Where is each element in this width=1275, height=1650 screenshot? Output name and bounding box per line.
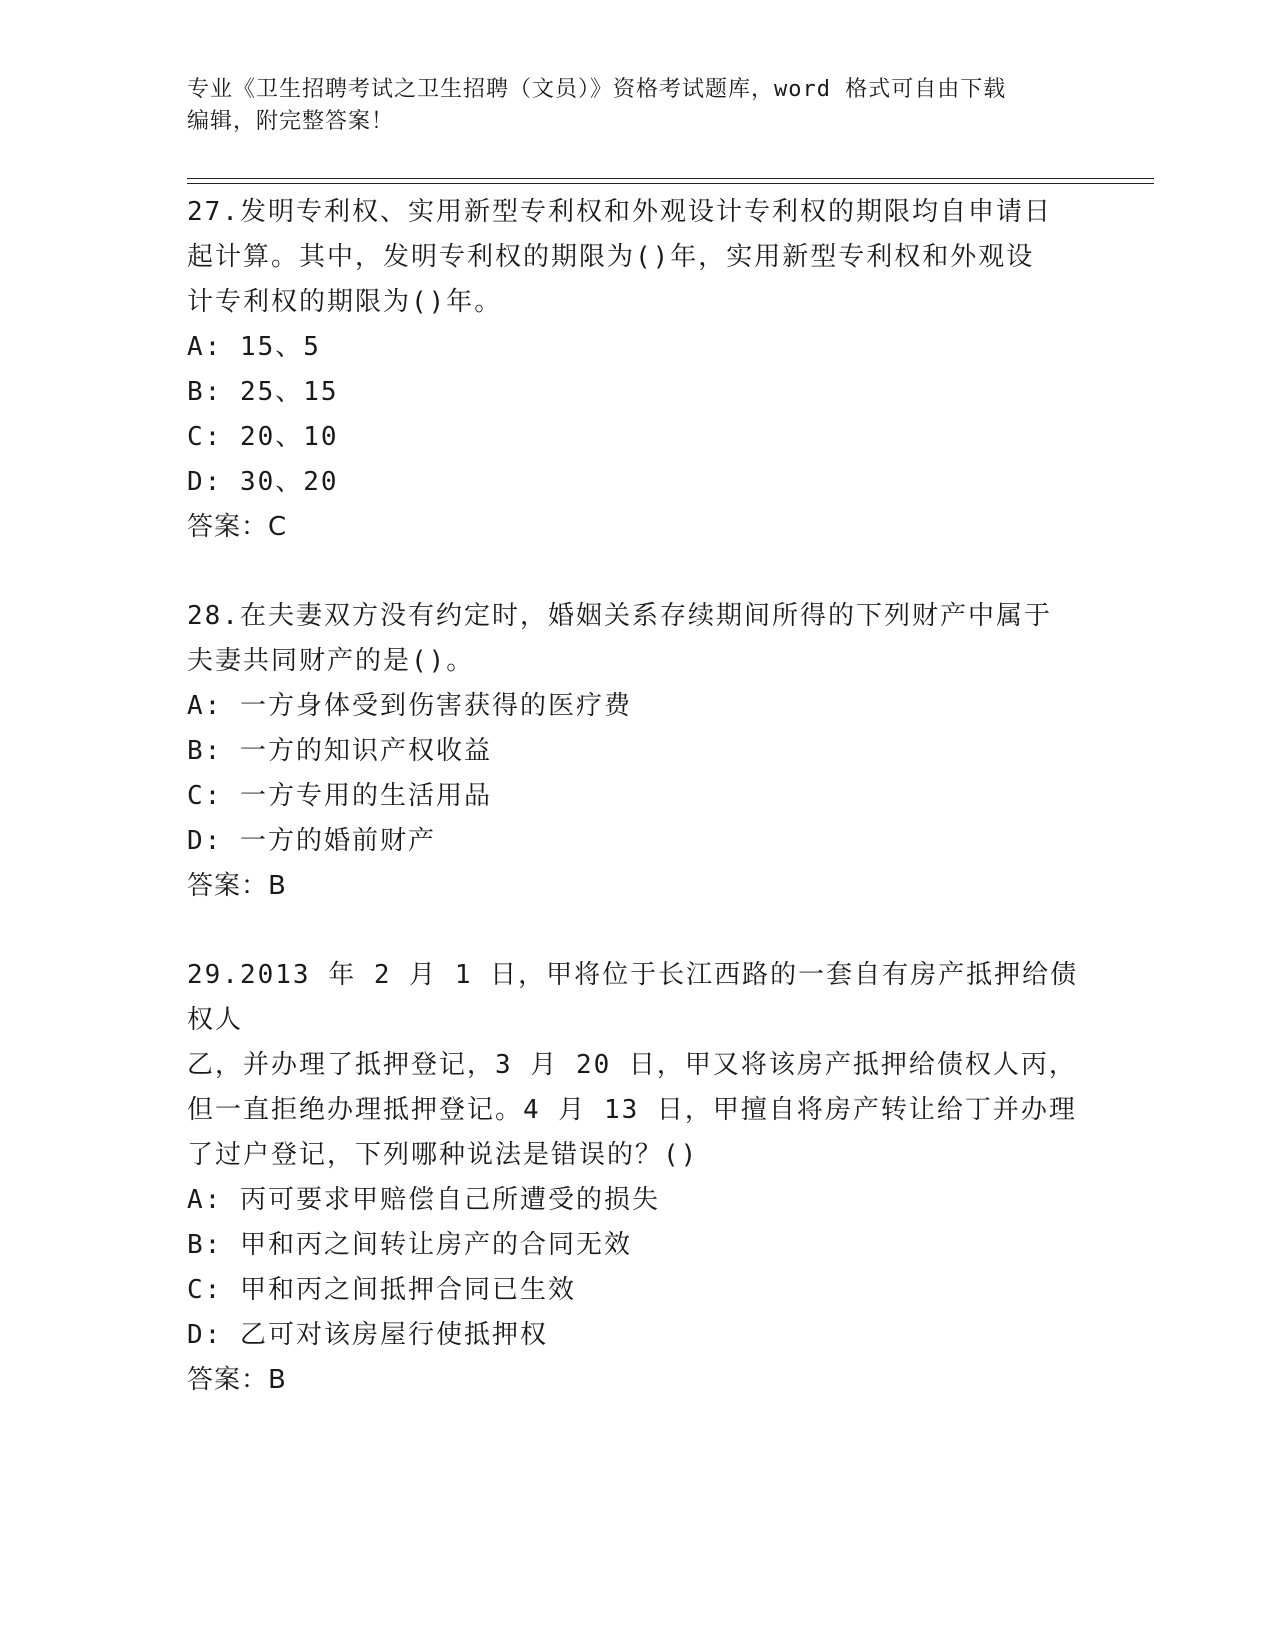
question-stem-line: 29.2013 年 2 月 1 日，甲将位于长江西路的一套自有房产抵押给债权人 — [187, 960, 1079, 1035]
question-27 — [187, 190, 1087, 550]
question-28 — [187, 594, 1087, 909]
question-stem-line: 28.在夫妻双方没有约定时，婚姻关系存续期间所得的下列财产中属于 — [187, 601, 1052, 631]
option-b: B: 25、15 — [187, 377, 339, 407]
question-list — [187, 190, 1087, 1447]
answer-text: 答案：B — [187, 871, 287, 901]
question-stem-line: 但一直拒绝办理抵押登记。4 月 13 日，甲擅自将房产转让给丁并办理 — [187, 1095, 1077, 1125]
option-c: C: 20、10 — [187, 422, 339, 452]
answer-text: 答案：B — [187, 1365, 287, 1395]
question-stem-line: 乙，并办理了抵押登记，3 月 20 日，甲又将该房产抵押给债权人丙， — [187, 1050, 1077, 1080]
option-d: D: 乙可对该房屋行使抵押权 — [187, 1320, 548, 1350]
option-a: A: 一方身体受到伤害获得的医疗费 — [187, 691, 632, 721]
option-d: D: 30、20 — [187, 467, 339, 497]
option-a: A: 15、5 — [187, 332, 321, 362]
question-29 — [187, 953, 1087, 1403]
option-d: D: 一方的婚前财产 — [187, 826, 436, 856]
header-line-1: 专业《卫生招聘考试之卫生招聘（文员）》资格考试题库，word 格式可自由下载 — [187, 77, 1007, 102]
question-stem-line: 27.发明专利权、实用新型专利权和外观设计专利权的期限均自申请日 — [187, 197, 1052, 227]
question-stem-line: 起计算。其中，发明专利权的期限为()年，实用新型专利权和外观设 — [187, 242, 1035, 272]
question-stem-line: 计专利权的期限为()年。 — [187, 287, 503, 317]
option-c: C: 甲和丙之间抵押合同已生效 — [187, 1275, 576, 1305]
answer-text: 答案：C — [187, 512, 288, 542]
header-line-2: 编辑，附完整答案！ — [187, 109, 395, 134]
header-divider-top — [187, 178, 1154, 179]
header-divider-bottom — [187, 183, 1154, 184]
option-c: C: 一方专用的生活用品 — [187, 781, 492, 811]
document-header — [187, 74, 1087, 138]
question-stem-line: 夫妻共同财产的是()。 — [187, 646, 475, 676]
option-a: A: 丙可要求甲赔偿自己所遭受的损失 — [187, 1185, 660, 1215]
question-stem-line: 了过户登记，下列哪种说法是错误的？() — [187, 1140, 699, 1170]
option-b: B: 一方的知识产权收益 — [187, 736, 492, 766]
option-b: B: 甲和丙之间转让房产的合同无效 — [187, 1230, 632, 1260]
